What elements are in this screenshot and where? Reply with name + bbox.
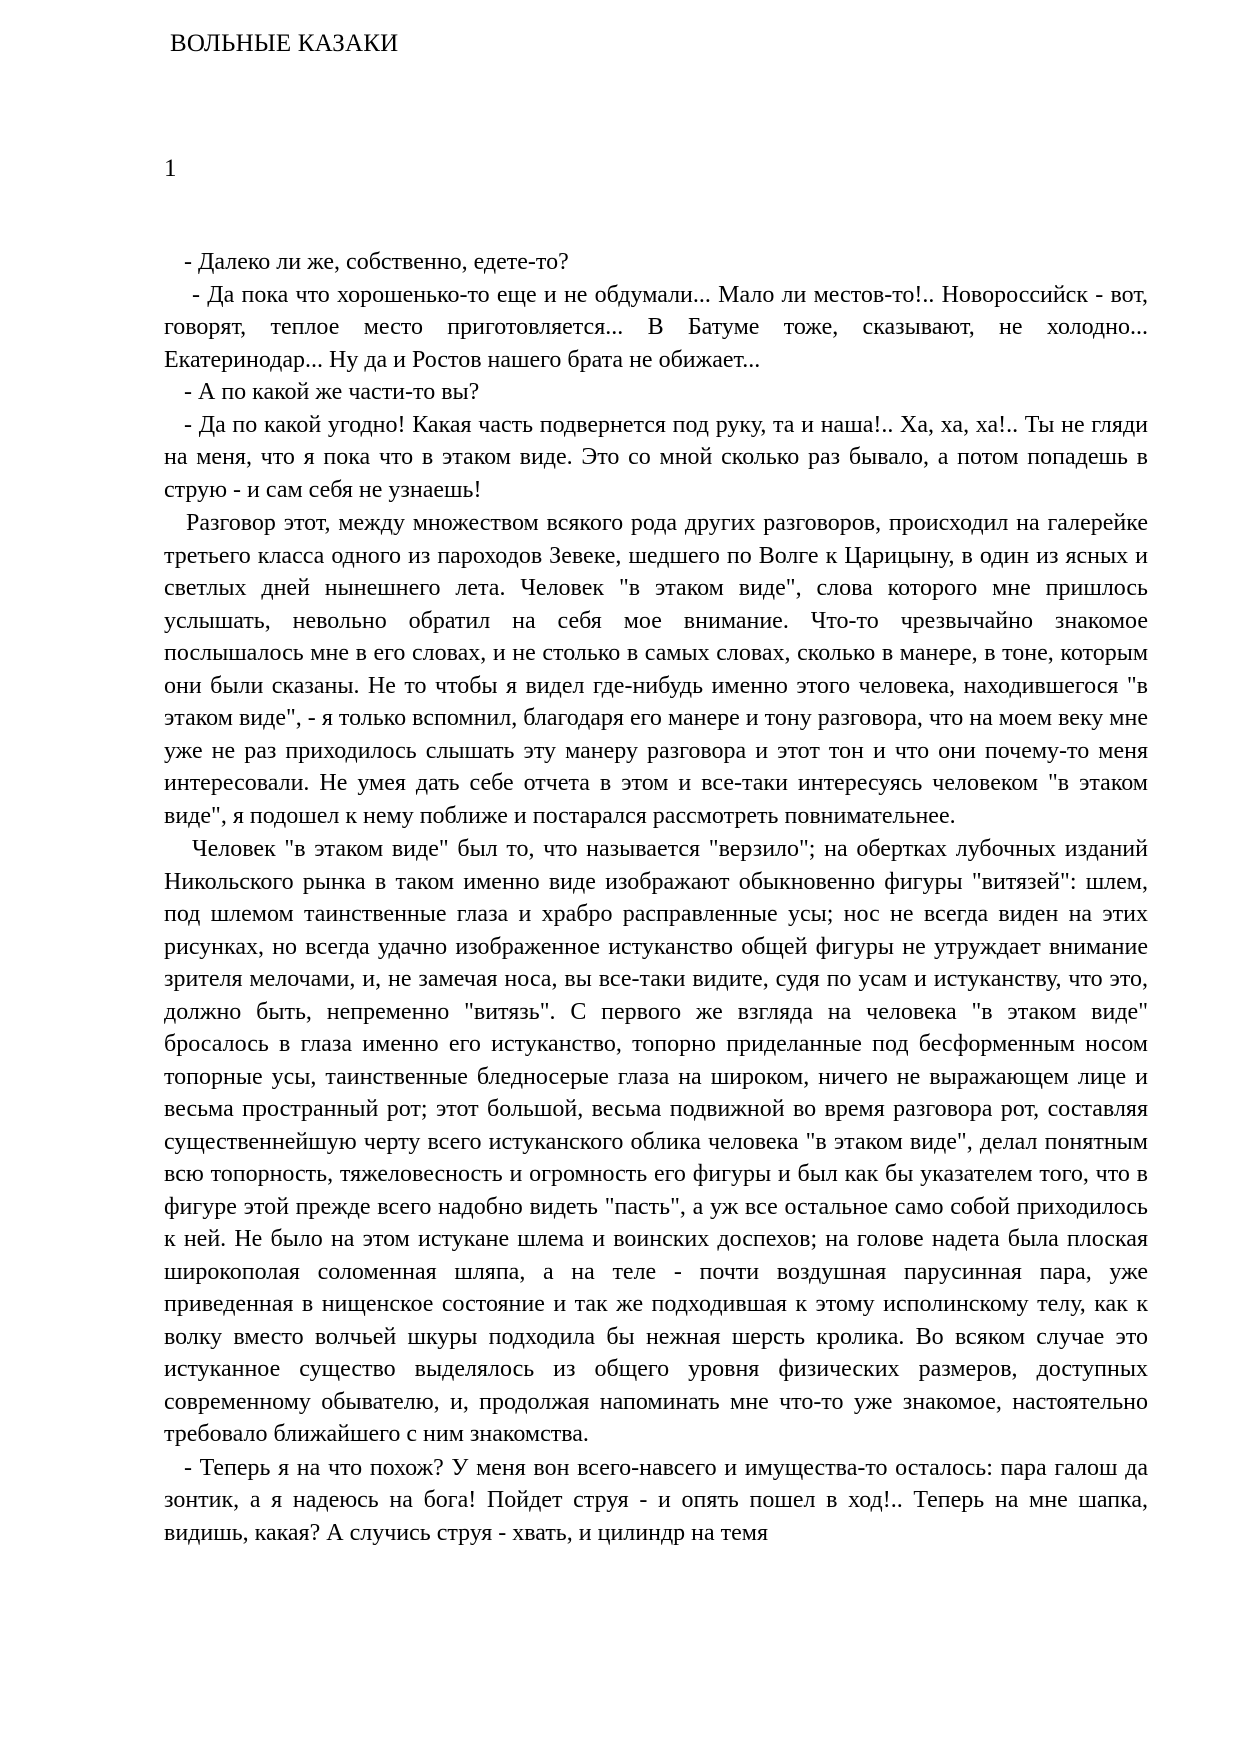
chapter-number: 1 [164, 155, 177, 182]
paragraph-dialogue: - Теперь я на что похож? У меня вон всего-навсего и имущества-то осталось: пара галош да зонтик, а я надеюсь на бога! Пойдет струя - и опять пошел в ход!.. Теперь на мне шапка, видишь, какая? А случись струя - хвать, и цилиндр на темя [164, 1454, 1148, 1546]
body-text [164, 246, 1148, 1549]
paragraph-narrative: Разговор этот, между множеством всякого рода других разговоров, происходил на галерейке третьего класса одного из пароходов Зевеке, шедшего по Волге к Царицыну, в один из ясных и светлых дней нынешнего лета. Человек "в этаком виде", слова которого мне пришлось услышать, невольно обратил на себя мое внимание. Что-то чрезвычайно знакомое послышалось мне в его словах, и не столько в самых словах, сколько в манере, в тоне, которым они были сказаны. Не то чтобы я видел где-нибудь именно этого человека, находившегося "в этаком виде", - я только вспомнил, благодаря его манере и тону разговора, что на моем веку мне уже не раз приходилось слышать эту манеру разговора и этот тон и что они почему-то меня интересовали. Не умея дать себе отчета в этом и все-таки интересуясь человеком "в этаком виде", я подошел к нему поближе и постарался рассмотреть повнимательнее. [164, 510, 1148, 829]
paragraph-dialogue: - Далеко ли же, собственно, едете-то? [184, 249, 569, 275]
paragraph-dialogue: - А по какой же части-то вы? [184, 379, 480, 405]
paragraph-narrative: Человек "в этаком виде" был то, что называется "верзило"; на обертках лубочных изданий Никольского рынка в таком именно виде изображают обыкновенно фигуры "витязей": шлем, под шлемом таинственные глаза и храбро расправленные усы; нос не всегда виден на этих рисунках, но всегда удачно изображенное истуканство общей фигуры не утруждает внимание зрителя мелочами, и, не замечая носа, вы все-таки видите, судя по усам и истуканству, что это, должно быть, непременно "витязь". С первого же взгляда на человека "в этаком виде" бросалось в глаза именно его истуканство, топорно приделанные под бесформенным носом топорные усы, таинственные бледносерые глаза на широком, ничего не выражающем лице и весьма пространный рот; этот большой, весьма подвижной во время разговора рот, составляя существеннейшую черту всего истуканского облика человека "в этаком виде", делал понятным всю топорность, тяжеловесность и огромность его фигуры и был как бы указателем того, что в фигуре этой прежде всего надобно видеть "пасть", а уж все остальное само собой приходилось к ней. Не было на этом истукане шлема и воинских доспехов; на голове надета была плоская широкополая соломенная шляпа, а на теле - почти воздушная парусинная пара, уже приведенная в нищенское состояние и так же подходившая к этому исполинскому телу, как к волку вместо волчьей шкуры подходила бы нежная шерсть кролика. Во всяком случае это истуканное существо выделялось из общего уровня физических размеров, доступных современному обывателю, и, продолжая напоминать мне что-то уже знакомое, настоятельно требовало ближайшего с ним знакомства. [164, 836, 1148, 1447]
paragraph-dialogue: - Да по какой угодно! Какая часть подвернется под руку, та и наша!.. Ха, ха, ха!.. Ты не гляди на меня, что я пока что в этаком виде. Это со мной сколько раз бывало, а потом попадешь в струю - и сам себя не узнаешь! [164, 411, 1148, 503]
document-title: ВОЛЬНЫЕ КАЗАКИ [170, 30, 399, 57]
paragraph-dialogue: - Да пока что хорошенько-то еще и не обдумали... Мало ли местов-то!.. Новороссийск - вот, говорят, теплое место приготовляется... В Батуме тоже, сказывают, не холодно... Екатеринодар... Ну да и Ростов нашего брата не обижает... [164, 281, 1148, 373]
